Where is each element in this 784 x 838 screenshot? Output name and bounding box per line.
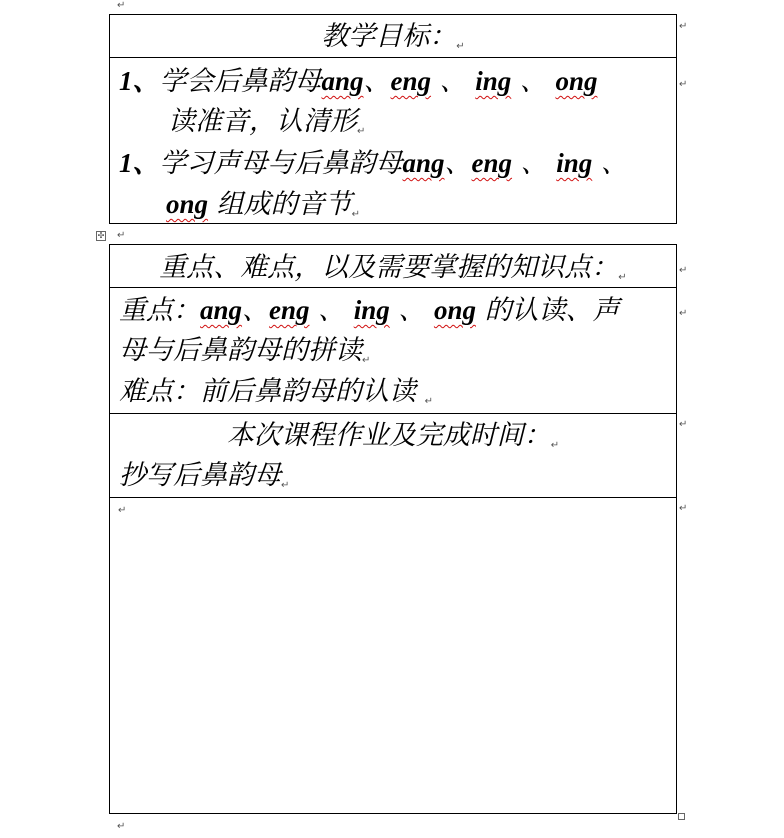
empty-row[interactable]	[110, 497, 676, 813]
teaching-goals-header[interactable]: 教学目标：↵	[321, 21, 465, 52]
key-point-continued[interactable]: 母与后鼻韵母的拼读↵	[119, 335, 371, 366]
homework-row	[110, 413, 676, 497]
paragraph-mark: ↵	[117, 230, 126, 241]
teaching-goals-table	[109, 14, 677, 224]
goal-item-1-continued[interactable]: 读准音，认清形↵	[168, 106, 366, 137]
row-end-mark: ↵	[679, 265, 688, 276]
table-move-handle-icon[interactable]: ✣	[97, 231, 105, 240]
key-points-body-row	[110, 287, 676, 413]
key-points-header-row	[110, 245, 676, 287]
key-point-line[interactable]: 重点：ang、eng 、 ing 、 ong 的认读、声	[119, 295, 620, 326]
table-resize-handle[interactable]	[678, 813, 685, 820]
row-end-mark: ↵	[679, 79, 688, 90]
paragraph-mark: ↵	[117, 0, 126, 11]
row-end-mark: ↵	[679, 503, 688, 514]
cell-mark: ↵	[118, 505, 127, 516]
key-points-table	[109, 244, 677, 814]
row-end-mark: ↵	[679, 21, 688, 32]
paragraph-mark: ↵	[117, 821, 126, 832]
homework-text[interactable]: 抄写后鼻韵母↵	[119, 460, 290, 491]
teaching-goals-header-row	[110, 15, 676, 57]
row-end-mark: ↵	[679, 419, 688, 430]
goal-item-2[interactable]: 1、学习声母与后鼻韵母ang、eng 、 ing 、	[119, 148, 628, 179]
difficulty-line[interactable]: 难点：前后鼻韵母的认读 ↵	[119, 376, 433, 407]
key-points-header[interactable]: 重点、难点，以及需要掌握的知识点：↵	[159, 252, 627, 283]
goal-item-1[interactable]: 1、学会后鼻韵母ang、eng 、 ing 、 ong	[119, 66, 598, 97]
row-end-mark: ↵	[679, 308, 688, 319]
goal-item-2-continued[interactable]: ong 组成的音节↵	[166, 189, 361, 220]
homework-header[interactable]: 本次课程作业及完成时间：↵	[226, 420, 560, 451]
teaching-goals-body-row	[110, 57, 676, 223]
